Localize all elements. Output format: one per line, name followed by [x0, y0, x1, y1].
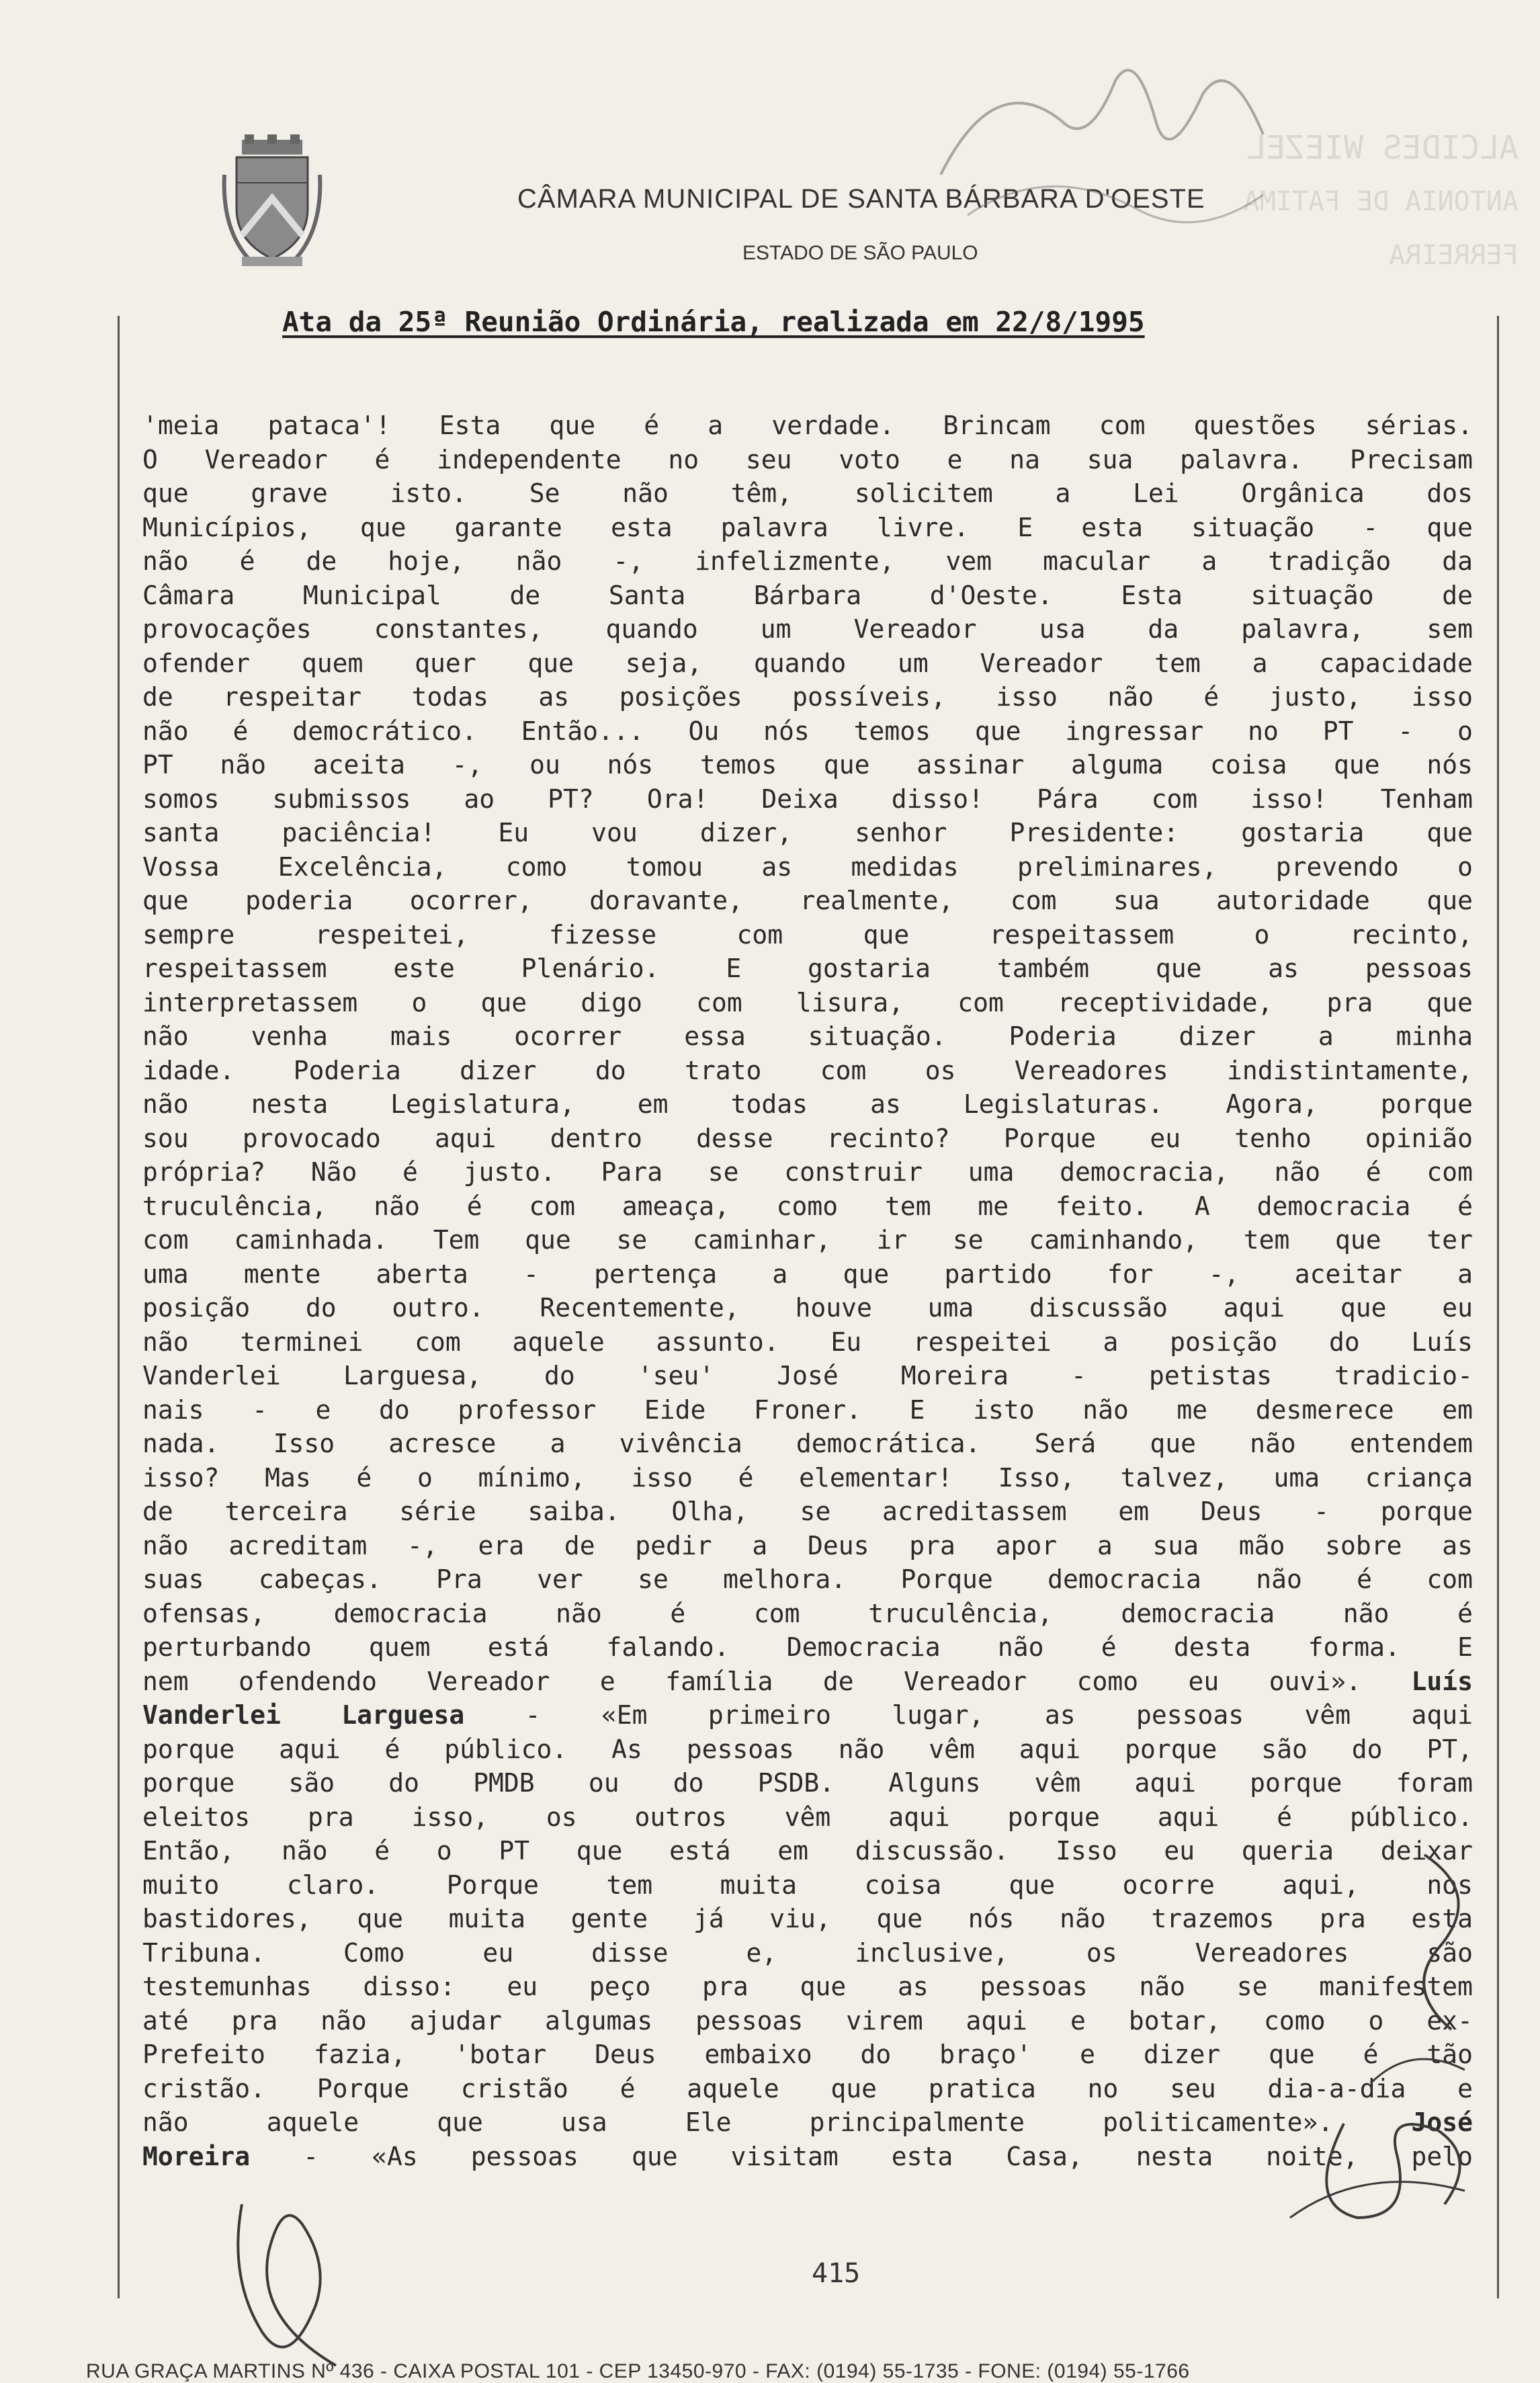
institution-state: ESTADO DE SÃO PAULO	[742, 242, 978, 264]
text-line: ofender quem quer que seja, quando um Vereador tem a capacidade	[142, 648, 1473, 678]
text-line: eleitos pra isso, os outros vêm aqui porque aqui é público.	[142, 1802, 1473, 1832]
text-line: Tribuna. Como eu disse e, inclusive, os Vereadores são	[142, 1937, 1473, 1968]
bleed-through-text	[1196, 121, 1518, 282]
text-line: bastidores, que muita gente já viu, que nós não trazemos pra esta	[142, 1904, 1473, 1933]
margin-rule-left	[118, 316, 120, 2298]
text-line: não acreditam -, era de pedir a Deus pra apor a sua mão sobre as	[142, 1530, 1473, 1560]
text-line: não aquele que usa Ele principalmente politicamente». José	[142, 2107, 1473, 2137]
text-line: Então, não é o PT que está em discussão. Isso eu queria deixar	[142, 1836, 1473, 1866]
text-line: de terceira série saiba. Olha, se acreditassem em Deus - porque	[142, 1497, 1473, 1526]
text-line: perturbando quem está falando. Democracia não é desta forma. E	[142, 1632, 1473, 1662]
text-line: santa paciência! Eu vou dizer, senhor Presidente: gostaria que	[142, 818, 1473, 847]
bleed-line: ANTONIA DE FATIMA FERREIRA	[1243, 186, 1518, 271]
letterhead-footer: RUA GRAÇA MARTINS Nº 436 - CAIXA POSTAL 101 - CEP 13450-970 - FAX: (0194) 55-1735 - FONE: (0194) 55-1766	[86, 2360, 1190, 2382]
text-line: Vanderlei Larguesa - «Em primeiro lugar, as pessoas vêm aqui	[142, 1700, 1473, 1730]
text-line: provocações constantes, quando um Vereador usa da palavra, sem	[142, 614, 1473, 644]
text-line: ofensas, democracia não é com truculência, democracia não é	[142, 1598, 1473, 1628]
speaker-name: Luís	[1411, 1666, 1473, 1696]
text-line: somos submissos ao PT? Ora! Deixa disso! Pára com isso! Tenham	[142, 784, 1473, 814]
text-line: interpretassem o que digo com lisura, com receptividade, pra que	[142, 987, 1473, 1017]
text-line: Vanderlei Larguesa, do 'seu' José Moreira - petistas tradicio-	[142, 1361, 1473, 1390]
text-line: Municípios, que garante esta palavra livre. E esta situação - que	[142, 512, 1473, 542]
text-line: que poderia ocorrer, doravante, realmente, com sua autoridade que	[142, 886, 1473, 915]
text-line: não terminei com aquele assunto. Eu respeitei a posição do Luís	[142, 1327, 1473, 1357]
text-line: não nesta Legislatura, em todas as Legislaturas. Agora, porque	[142, 1089, 1473, 1119]
text-line: muito claro. Porque tem muita coisa que ocorre aqui, nos	[142, 1870, 1473, 1900]
text-line: cristão. Porque cristão é aquele que pratica no seu dia-a-dia e	[142, 2073, 1473, 2103]
text-line: testemunhas disso: eu peço pra que as pessoas não se manifestem	[142, 1972, 1473, 2001]
text-line: nada. Isso acresce a vivência democrática. Será que não entendem	[142, 1429, 1473, 1458]
text-line: Prefeito fazia, 'botar Deus embaixo do braço' e dizer que é tão	[142, 2040, 1473, 2069]
speaker-name: José	[1411, 2107, 1473, 2137]
text-line: sempre respeitei, fizesse com que respeitassem o recinto,	[142, 919, 1473, 950]
margin-rule-right	[1497, 316, 1499, 2298]
text-line: truculência, não é com ameaça, como tem me feito. A democracia é	[142, 1191, 1473, 1221]
text-line: 'meia pataca'! Esta que é a verdade. Brincam com questões sérias.	[142, 411, 1473, 440]
text-line: de respeitar todas as posições possíveis, isso não é justo, isso	[142, 682, 1473, 712]
speaker-name: Moreira	[142, 2141, 251, 2171]
text-line: não é democrático. Então... Ou nós temos que ingressar no PT - o	[142, 716, 1473, 746]
text-line: isso? Mas é o mínimo, isso é elementar! Isso, talvez, uma criança	[142, 1462, 1473, 1493]
text-line: até pra não ajudar algumas pessoas virem aqui e botar, como o ex-	[142, 2005, 1473, 2036]
text-line: suas cabeças. Pra ver se melhora. Porque democracia não é com	[142, 1564, 1473, 1594]
text-line: nais - e do professor Eide Froner. E isto não me desmerece em	[142, 1394, 1473, 1425]
signature-bottom-center	[202, 2198, 376, 2378]
page-number: 415	[812, 2258, 861, 2289]
text-line: não é de hoje, não -, infelizmente, vem macular a tradição da	[142, 546, 1473, 576]
institution-name: CÂMARA MUNICIPAL DE SANTA BÁRBARA D'OESTE	[517, 184, 1205, 214]
text-line: que grave isto. Se não têm, solicitem a Lei Orgânica dos	[142, 478, 1473, 508]
text-line: idade. Poderia dizer do trato com os Vereadores indistintamente,	[142, 1055, 1473, 1085]
text-line: posição do outro. Recentemente, houve uma discussão aqui que eu	[142, 1293, 1473, 1323]
text-line: O Vereador é independente no seu voto e na sua palavra. Precisam	[142, 444, 1473, 474]
text-line: PT não aceita -, ou nós temos que assinar alguma coisa que nós	[142, 750, 1473, 780]
text-line: porque aqui é público. As pessoas não vêm aqui porque são do PT,	[142, 1734, 1473, 1764]
text-line: sou provocado aqui dentro desse recinto? Porque eu tenho opinião	[142, 1123, 1473, 1153]
text-line: nem ofendendo Vereador e família de Vereador como eu ouvi». Luís	[142, 1666, 1473, 1696]
text-line: Vossa Excelência, como tomou as medidas preliminares, prevendo o	[142, 851, 1473, 882]
bleed-line: ALCIDES WIEZEL	[1246, 129, 1518, 167]
text-line: uma mente aberta - pertença a que partido for -, aceitar a	[142, 1259, 1473, 1289]
text-line: Moreira - «As pessoas que visitam esta Casa, nesta noite, pelo	[142, 2141, 1473, 2171]
text-line: Câmara Municipal de Santa Bárbara d'Oeste. Esta situação de	[142, 580, 1473, 610]
coat-of-arms-icon	[222, 134, 323, 269]
text-line: com caminhada. Tem que se caminhar, ir se caminhando, tem que ter	[142, 1225, 1473, 1255]
text-line: própria? Não é justo. Para se construir uma democracia, não é com	[142, 1157, 1473, 1187]
text-line: porque são do PMDB ou do PSDB. Alguns vêm aqui porque foram	[142, 1768, 1473, 1798]
text-line: não venha mais ocorrer essa situação. Poderia dizer a minha	[142, 1021, 1473, 1051]
text-line: respeitassem este Plenário. E gostaria também que as pessoas	[142, 954, 1473, 983]
document-title: Ata da 25ª Reunião Ordinária, realizada em 22/8/1995	[282, 306, 1145, 338]
speaker-name: Vanderlei Larguesa	[142, 1700, 465, 1730]
minutes-body	[142, 409, 1473, 2173]
